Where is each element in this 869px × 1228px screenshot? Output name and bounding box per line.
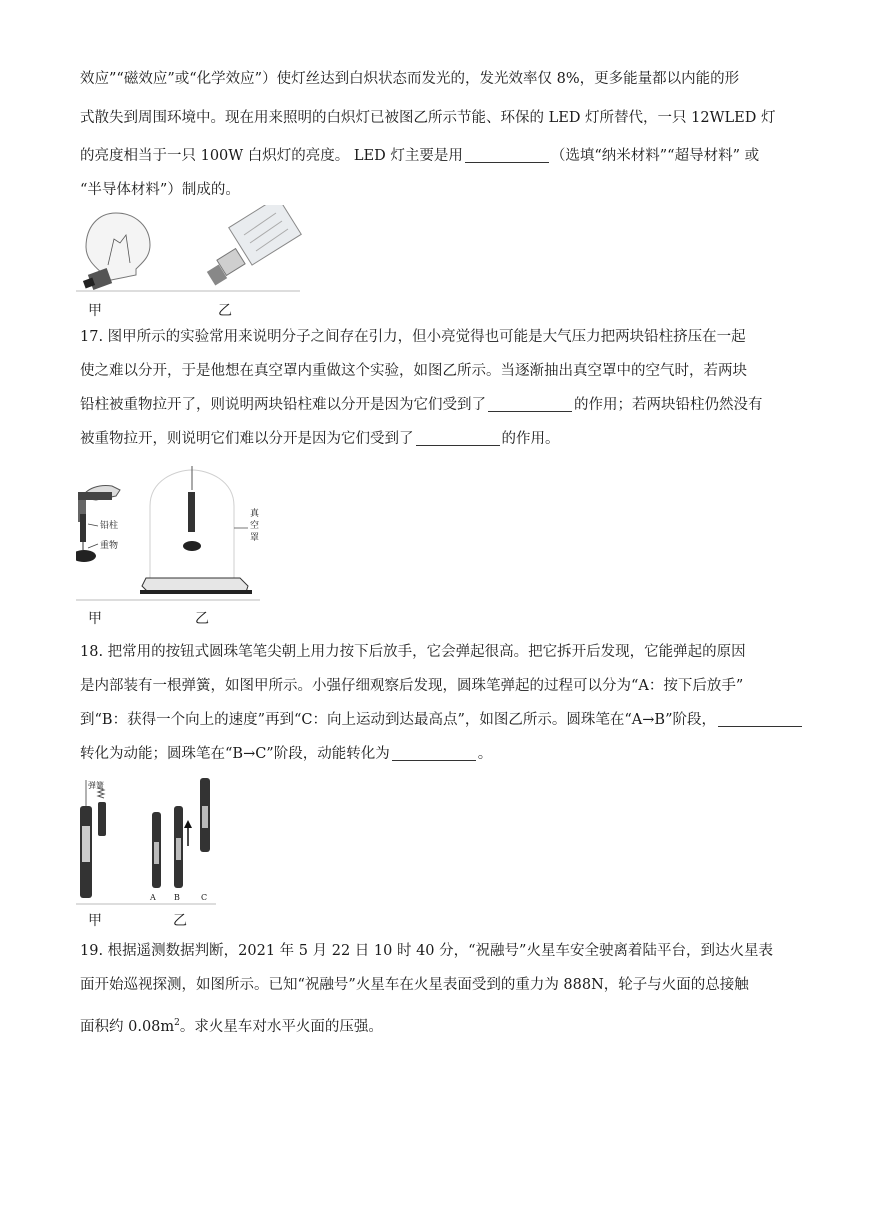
q18-label-c: C bbox=[201, 893, 208, 902]
q17-label-zhenkong-2: 空 bbox=[250, 521, 260, 531]
q17-label-zhenkong-3: 罩 bbox=[250, 533, 260, 543]
q16-line-3-text-a: 的亮度相当于一只 100W 白炽灯的亮度。 LED 灯主要是用 bbox=[80, 148, 463, 164]
q18-label-a: A bbox=[150, 893, 156, 902]
pen-position-a-icon bbox=[152, 812, 161, 888]
q17-label-zhongwu: 重物 bbox=[100, 541, 119, 551]
q17-figure-lead-cylinders bbox=[76, 466, 266, 602]
q16-figure-label-yi: 乙 bbox=[218, 303, 232, 319]
q18-figure-label-jia: 甲 bbox=[88, 913, 102, 929]
q19-superscript: 2 bbox=[174, 1018, 180, 1028]
q16-figure-bulbs bbox=[76, 205, 306, 295]
disassembled-pen-icon bbox=[80, 780, 106, 898]
q18-line-4 bbox=[80, 737, 792, 771]
q19-line-1: 19. 根据遥测数据判断，2021 年 5 月 22 日 10 时 40 分，“祝融号”火星车安全驶离着陆平台，到达火星表 bbox=[80, 943, 773, 959]
q18-line-1: 18. 把常用的按钮式圆珠笔笔尖朝上用力按下后放手，它会弹起很高。把它拆开后发现，它能弹起的原因 bbox=[80, 644, 746, 660]
q17-line-4-text-b: 的作用。 bbox=[501, 431, 560, 447]
q17-line-4-text-a: 被重物拉开，则说明它们难以分开是因为它们受到了 bbox=[80, 431, 414, 447]
q17-answer-blank-1[interactable] bbox=[488, 395, 572, 412]
q18-line-4-text-b: 。 bbox=[477, 746, 493, 762]
arrow-up-icon bbox=[184, 820, 192, 828]
vacuum-bell-jar-icon bbox=[140, 466, 252, 594]
q16-line-3 bbox=[80, 139, 792, 173]
q18-line-3 bbox=[80, 703, 792, 737]
q17-figure-label-jia: 甲 bbox=[88, 611, 102, 627]
q17-line-3 bbox=[80, 388, 792, 422]
q17-line-2: 使之难以分开，于是他想在真空罩内重做这个实验，如图乙所示。当逐渐抽出真空罩中的空气时，若两块 bbox=[80, 363, 747, 379]
q16-line-4: “半导体材料”）制成的。 bbox=[80, 182, 240, 198]
q18-figure-label-yi: 乙 bbox=[173, 913, 187, 929]
q16-line-1: 效应”“磁效应”或“化学效应”）使灯丝达到白炽状态而发光的，发光效率仅 8%，更多能量都以内能的形 bbox=[80, 71, 740, 87]
q18-figure-pens bbox=[76, 776, 218, 906]
q19-line-3 bbox=[80, 1006, 792, 1044]
q18-line-3-text: 到“B：获得一个向上的速度”再到“C：向上运动到达最高点”，如图乙所示。圆珠笔在“A→B”阶段， bbox=[80, 712, 716, 728]
q17-figure-label-yi: 乙 bbox=[195, 611, 209, 627]
q19-line-3-text-b: 。求火星车对水平火面的压强。 bbox=[179, 1018, 383, 1035]
q17-label-qianzhu: 铅柱 bbox=[100, 521, 119, 531]
q19-line-2: 面开始巡视探测，如图所示。已知“祝融号”火星车在火星表面受到的重力为 888N，轮子与火面的总接触 bbox=[80, 977, 749, 993]
q17-line-4 bbox=[80, 422, 792, 456]
q18-label-spring: 弹簧 bbox=[88, 781, 104, 790]
q18-label-b: B bbox=[174, 893, 180, 902]
q18-line-4-text-a: 转化为动能；圆珠笔在“B→C”阶段，动能转化为 bbox=[80, 746, 390, 762]
pen-position-b-icon bbox=[174, 806, 192, 888]
q17-line-3-text-a: 铅柱被重物拉开了，则说明两块铅柱难以分开是因为它们受到了 bbox=[80, 397, 486, 413]
led-bulb-icon bbox=[207, 205, 301, 285]
q16-line-2: 式散失到周围环境中。现在用来照明的白炽灯已被图乙所示节能、环保的 LED 灯所替代，一只 12WLED 灯 bbox=[80, 110, 776, 126]
q19-line-3-text-a: 面积约 0.08m bbox=[80, 1018, 175, 1035]
pen-position-c-icon bbox=[200, 778, 210, 852]
q16-figure-label-jia: 甲 bbox=[88, 303, 102, 319]
q16-answer-blank[interactable] bbox=[465, 146, 549, 163]
q17-answer-blank-2[interactable] bbox=[416, 429, 500, 446]
q17-line-3-text-b: 的作用；若两块铅柱仍然没有 bbox=[574, 397, 763, 413]
q18-answer-blank-2[interactable] bbox=[392, 744, 476, 761]
q18-line-2: 是内部装有一根弹簧，如图甲所示。小强仔细观察后发现，圆珠笔弹起的过程可以分为“A：按下后放手” bbox=[80, 678, 744, 694]
q17-label-zhenkong-1: 真 bbox=[250, 509, 260, 519]
q16-line-3-text-b: （选填“纳米材料”“超导材料” 或 bbox=[550, 148, 760, 164]
q17-line-1: 17. 图甲所示的实验常用来说明分子之间存在引力，但小亮觉得也可能是大气压力把两块铅柱挤压在一起 bbox=[80, 329, 746, 345]
incandescent-bulb-icon bbox=[83, 213, 150, 290]
q18-answer-blank-1[interactable] bbox=[718, 710, 802, 727]
